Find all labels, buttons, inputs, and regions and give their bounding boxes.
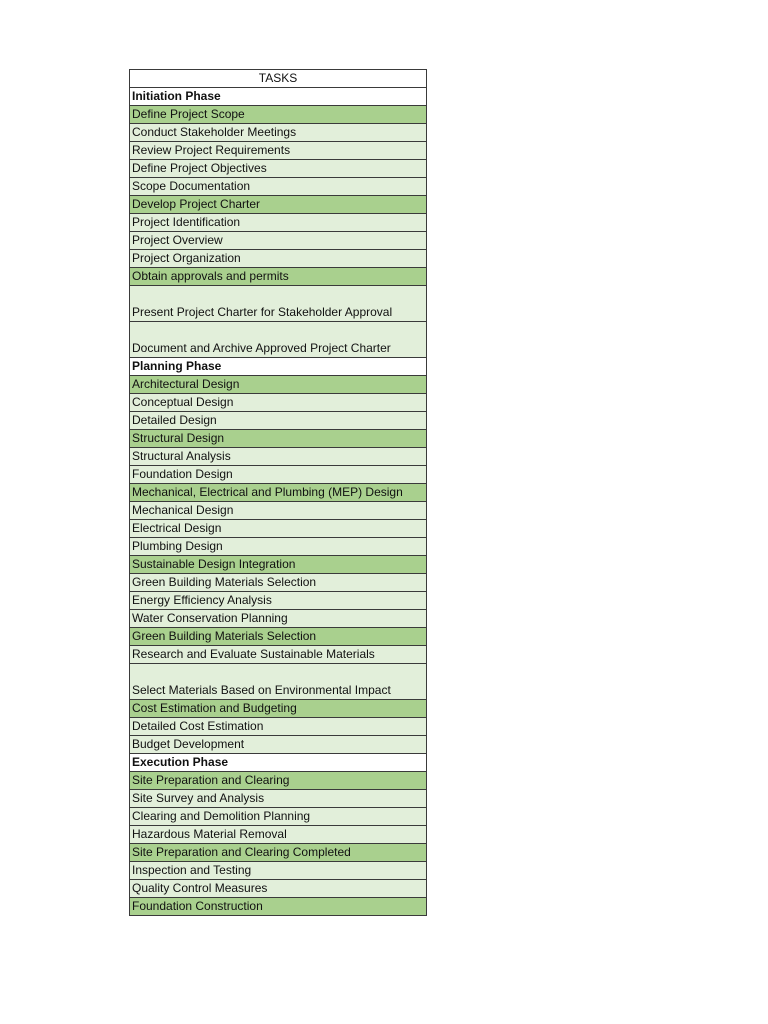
task-row <box>130 448 427 466</box>
task-row <box>130 664 427 700</box>
task-cell[interactable]: Mechanical Design <box>130 502 427 520</box>
tasks-header-row <box>130 70 427 88</box>
task-group-row <box>130 376 427 394</box>
task-group-row <box>130 700 427 718</box>
task-row <box>130 718 427 736</box>
tasks-table-body <box>130 70 427 916</box>
task-group-row <box>130 628 427 646</box>
task-group-row <box>130 844 427 862</box>
task-cell[interactable]: Structural Analysis <box>130 448 427 466</box>
task-cell[interactable]: Water Conservation Planning <box>130 610 427 628</box>
task-cell[interactable]: Review Project Requirements <box>130 142 427 160</box>
task-cell[interactable]: Detailed Cost Estimation <box>130 718 427 736</box>
task-row <box>130 160 427 178</box>
task-row <box>130 322 427 358</box>
task-row <box>130 250 427 268</box>
task-row <box>130 826 427 844</box>
task-cell[interactable]: Research and Evaluate Sustainable Materials <box>130 646 427 664</box>
task-group-row <box>130 556 427 574</box>
task-row <box>130 538 427 556</box>
phase-row <box>130 358 427 376</box>
task-row <box>130 808 427 826</box>
task-row <box>130 790 427 808</box>
task-cell[interactable]: Quality Control Measures <box>130 880 427 898</box>
task-row <box>130 214 427 232</box>
task-cell[interactable]: Clearing and Demolition Planning <box>130 808 427 826</box>
task-row <box>130 862 427 880</box>
task-cell[interactable]: Project Identification <box>130 214 427 232</box>
task-cell[interactable]: Green Building Materials Selection <box>130 628 427 646</box>
task-cell[interactable]: Execution Phase <box>130 754 427 772</box>
task-cell[interactable]: Project Overview <box>130 232 427 250</box>
task-cell[interactable]: Site Survey and Analysis <box>130 790 427 808</box>
task-group-row <box>130 106 427 124</box>
task-cell[interactable]: Select Materials Based on Environmental Impact <box>130 664 427 700</box>
task-cell[interactable]: Green Building Materials Selection <box>130 574 427 592</box>
task-row <box>130 394 427 412</box>
task-group-row <box>130 484 427 502</box>
task-cell[interactable]: Energy Efficiency Analysis <box>130 592 427 610</box>
task-cell[interactable]: Planning Phase <box>130 358 427 376</box>
task-cell[interactable]: Project Organization <box>130 250 427 268</box>
task-row <box>130 520 427 538</box>
task-row <box>130 610 427 628</box>
task-row <box>130 124 427 142</box>
task-row <box>130 142 427 160</box>
task-row <box>130 736 427 754</box>
task-row <box>130 178 427 196</box>
task-cell[interactable]: Site Preparation and Clearing Completed <box>130 844 427 862</box>
task-cell[interactable]: Architectural Design <box>130 376 427 394</box>
task-cell[interactable]: Electrical Design <box>130 520 427 538</box>
task-row <box>130 412 427 430</box>
task-cell[interactable]: Present Project Charter for Stakeholder Approval <box>130 286 427 322</box>
task-cell[interactable]: Plumbing Design <box>130 538 427 556</box>
task-cell[interactable]: Define Project Scope <box>130 106 427 124</box>
task-cell[interactable]: Budget Development <box>130 736 427 754</box>
task-cell[interactable]: Structural Design <box>130 430 427 448</box>
task-cell[interactable]: Foundation Construction <box>130 898 427 916</box>
phase-row <box>130 754 427 772</box>
task-cell[interactable]: Inspection and Testing <box>130 862 427 880</box>
phase-row <box>130 88 427 106</box>
task-row <box>130 232 427 250</box>
task-group-row <box>130 898 427 916</box>
tasks-table <box>129 69 427 916</box>
tasks-header-cell[interactable]: TASKS <box>130 70 427 88</box>
task-row <box>130 286 427 322</box>
task-cell[interactable]: Obtain approvals and permits <box>130 268 427 286</box>
task-group-row <box>130 772 427 790</box>
task-cell[interactable]: Cost Estimation and Budgeting <box>130 700 427 718</box>
task-cell[interactable]: Foundation Design <box>130 466 427 484</box>
task-group-row <box>130 196 427 214</box>
task-row <box>130 502 427 520</box>
task-cell[interactable]: Detailed Design <box>130 412 427 430</box>
task-cell[interactable]: Conduct Stakeholder Meetings <box>130 124 427 142</box>
task-group-row <box>130 430 427 448</box>
task-cell[interactable]: Scope Documentation <box>130 178 427 196</box>
task-row <box>130 592 427 610</box>
task-cell[interactable]: Conceptual Design <box>130 394 427 412</box>
task-row <box>130 646 427 664</box>
task-cell[interactable]: Sustainable Design Integration <box>130 556 427 574</box>
task-group-row <box>130 268 427 286</box>
task-cell[interactable]: Initiation Phase <box>130 88 427 106</box>
task-cell[interactable]: Hazardous Material Removal <box>130 826 427 844</box>
task-cell[interactable]: Define Project Objectives <box>130 160 427 178</box>
task-row <box>130 466 427 484</box>
task-row <box>130 574 427 592</box>
task-cell[interactable]: Site Preparation and Clearing <box>130 772 427 790</box>
task-cell[interactable]: Mechanical, Electrical and Plumbing (MEP) Design <box>130 484 427 502</box>
task-cell[interactable]: Develop Project Charter <box>130 196 427 214</box>
task-cell[interactable]: Document and Archive Approved Project Charter <box>130 322 427 358</box>
task-row <box>130 880 427 898</box>
